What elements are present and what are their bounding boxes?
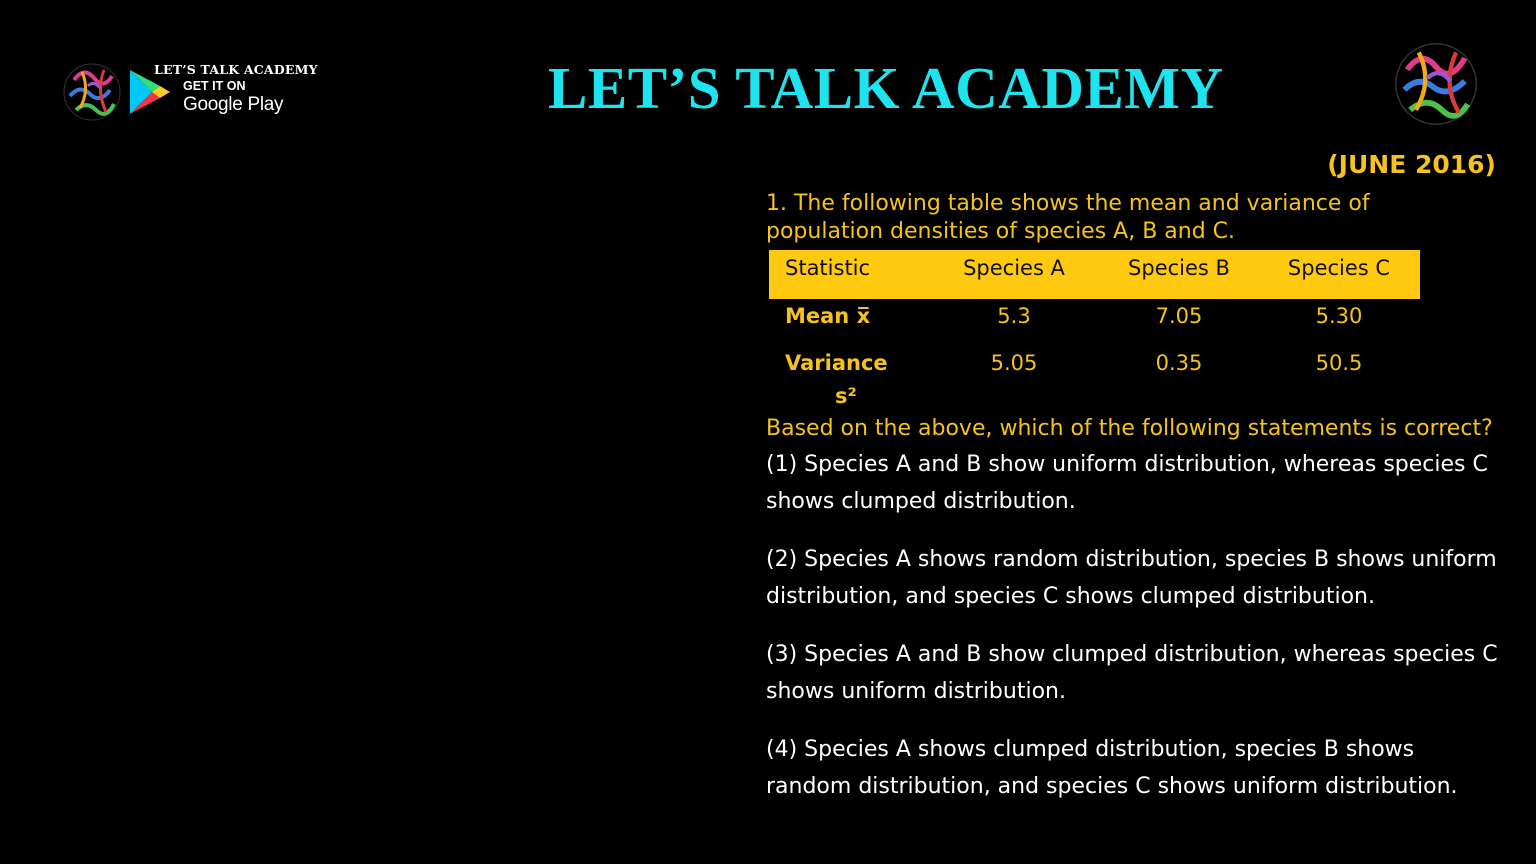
table-cell: 5.3 (997, 304, 1031, 328)
table-cell: 7.05 (1155, 304, 1203, 328)
table-row-label: Variance (785, 351, 888, 375)
google-play-text[interactable]: Google Play (183, 94, 284, 115)
table-header-row (769, 250, 1420, 299)
table-row-sublabel: s² (835, 384, 857, 408)
answer-option-3[interactable]: (3) Species A and B show clumped distribution, whereas species C shows uniform distribution. (766, 642, 1498, 704)
table-cell: 5.30 (1315, 304, 1363, 328)
answer-option-4[interactable]: (4) Species A shows clumped distribution, species B shows random distribution, and species C shows uniform distribution. (766, 737, 1458, 799)
answer-option-1[interactable]: (1) Species A and B show uniform distribution, whereas species C shows clumped distribution. (766, 452, 1488, 514)
brand-small-text: LET’S TALK ACADEMY (154, 62, 318, 77)
table-header-cell: Statistic (785, 256, 871, 280)
exam-tag: (JUNE 2016) (1327, 150, 1496, 179)
table-header-cell: Species A (963, 256, 1065, 280)
question-prompt: Based on the above, which of the following statements is correct? (766, 416, 1493, 441)
page-title: LET’S TALK ACADEMY (548, 55, 1224, 121)
academy-emblem-icon (1390, 38, 1482, 130)
table-row-label: Mean x̅ (785, 304, 871, 328)
question-text: 1. The following table shows the mean and variance of population densities of species A, B and C. (766, 191, 1370, 244)
table-cell: 0.35 (1155, 351, 1203, 375)
table-cell: 50.5 (1315, 351, 1363, 375)
get-it-on-text: GET IT ON (183, 79, 246, 93)
academy-emblem-icon (60, 60, 124, 124)
table-header-cell: Species C (1287, 256, 1391, 280)
table-header-cell: Species B (1128, 256, 1230, 280)
answer-option-2[interactable]: (2) Species A shows random distribution, species B shows uniform distribution, and species C shows clumped distribution. (766, 547, 1497, 609)
table-cell: 5.05 (990, 351, 1038, 375)
